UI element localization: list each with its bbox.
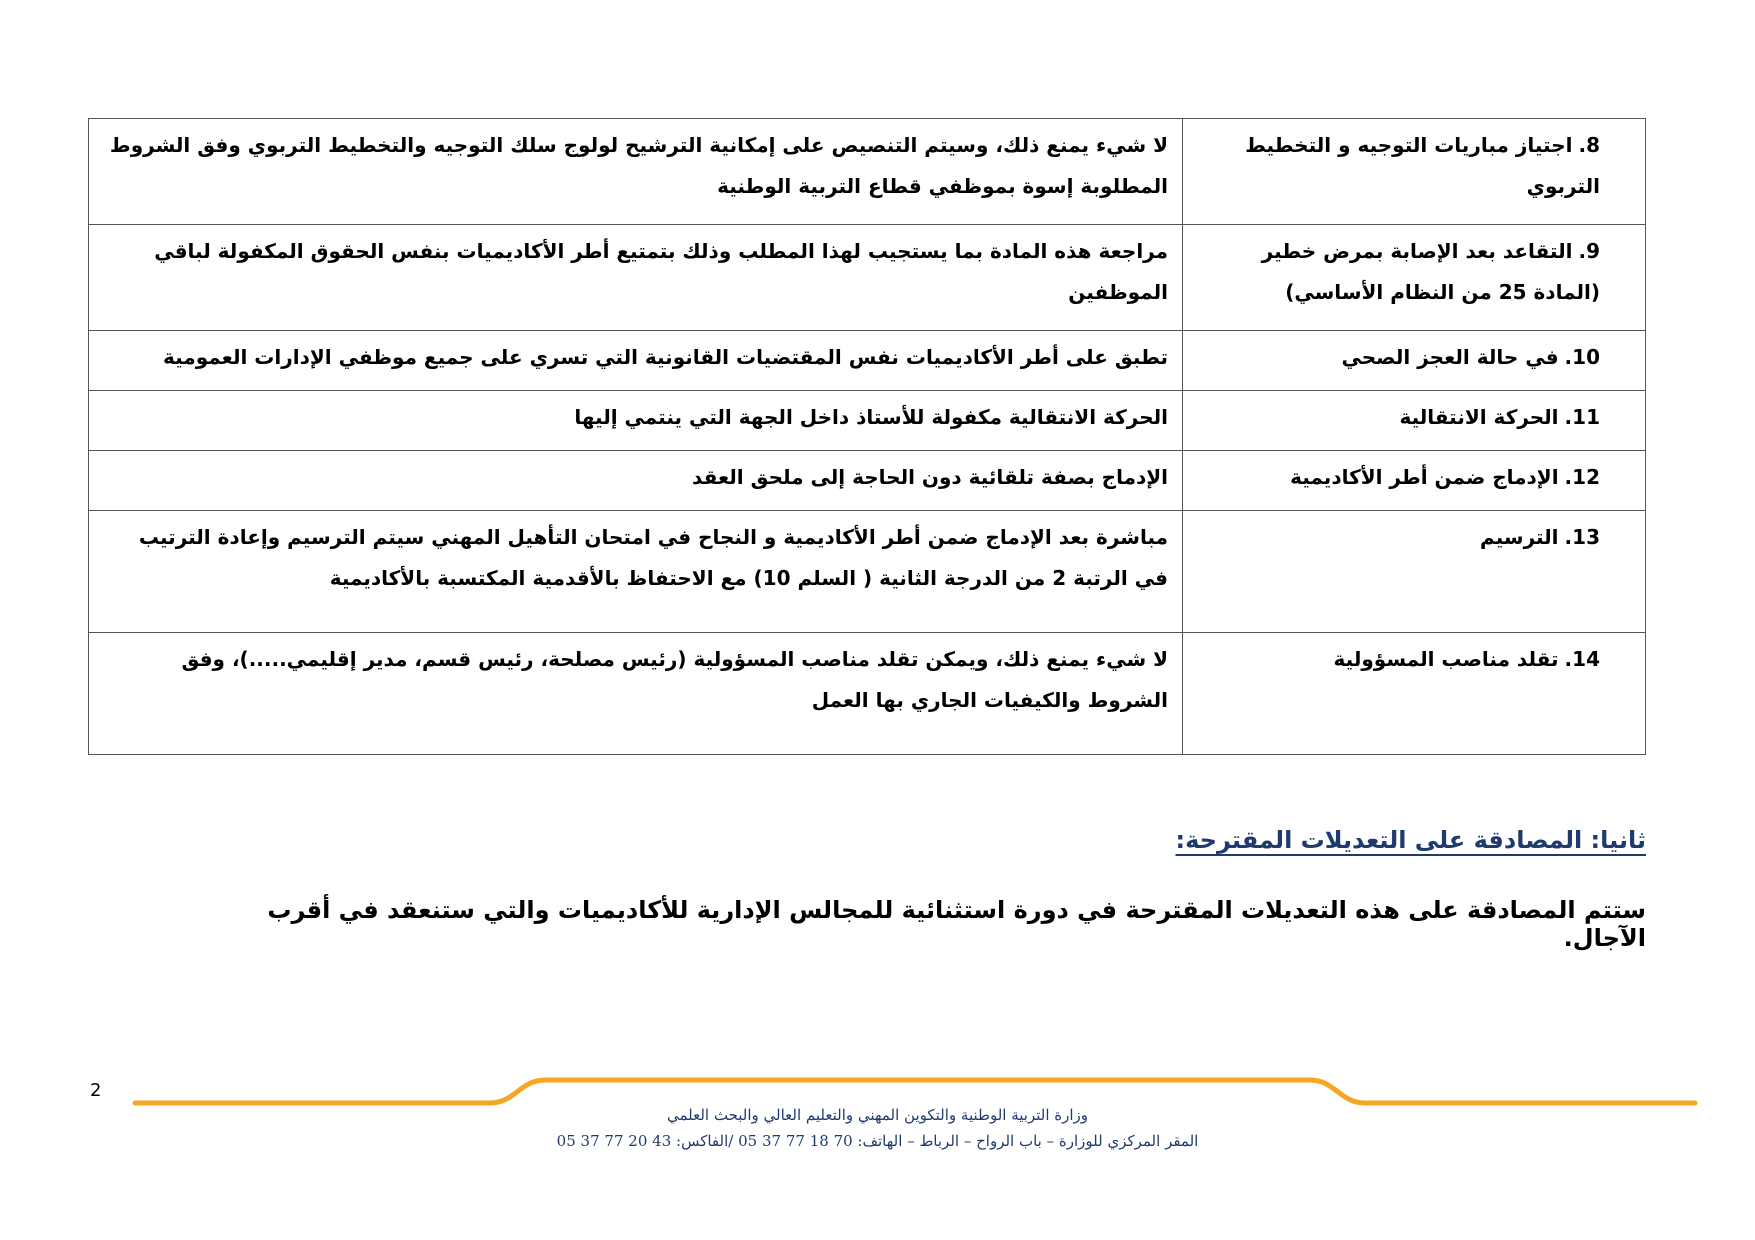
row-number: 14. (1564, 647, 1600, 671)
topic-cell (1183, 119, 1646, 225)
table-row (89, 511, 1646, 633)
response-cell: لا شيء يمنع ذلك، ويمكن تقلد مناصب المسؤولية (رئيس مصلحة، رئيس قسم، مدير إقليمي.....)، وفق الشروط والكيفيات الجاري بها العمل (89, 633, 1183, 755)
footer-ministry-name: وزارة التربية الوطنية والتكوين المهني والتعليم العالي والبحث العلمي (666, 1106, 1089, 1124)
section-paragraph: ستتم المصادقة على هذه التعديلات المقترحة في دورة استثنائية للمجالس الإدارية للأكاديميات والتي ستنعقد في أقرب الآجال. (267, 896, 1646, 952)
section-title: ثانيا: المصادقة على التعديلات المقترحة: (1175, 826, 1646, 854)
topic-text: الحركة الانتقالية (1399, 405, 1559, 429)
table-row (89, 391, 1646, 451)
table-row (89, 633, 1646, 755)
row-number: 8. (1578, 133, 1600, 157)
row-number: 11. (1564, 405, 1600, 429)
topic-text: اجتياز مباريات التوجيه و التخطيط التربوي (1245, 133, 1600, 198)
table-row (89, 225, 1646, 331)
response-cell: مباشرة بعد الإدماج ضمن أطر الأكاديمية و النجاح في امتحان التأهيل المهني سيتم الترسيم وإعادة الترتيب في الرتبة 2 من الدرجة الثانية ( السلم 10) مع الاحتفاظ بالأقدمية المكتسبة بالأكاديمية (89, 511, 1183, 633)
demands-table (88, 118, 1646, 755)
response-cell: الإدماج بصفة تلقائية دون الحاجة إلى ملحق العقد (89, 451, 1183, 511)
response-cell: الحركة الانتقالية مكفولة للأستاذ داخل الجهة التي ينتمي إليها (89, 391, 1183, 451)
topic-cell (1183, 331, 1646, 391)
page-number: 2 (90, 1080, 102, 1101)
topic-text: الإدماج ضمن أطر الأكاديمية (1290, 465, 1559, 489)
response-cell: تطبق على أطر الأكاديميات نفس المقتضيات القانونية التي تسري على جميع موظفي الإدارات العمومية (89, 331, 1183, 391)
response-cell: مراجعة هذه المادة بما يستجيب لهذا المطلب وذلك بتمتيع أطر الأكاديميات بنفس الحقوق المكفولة لباقي الموظفين (89, 225, 1183, 331)
table-row (89, 451, 1646, 511)
topic-cell (1183, 225, 1646, 331)
response-cell: لا شيء يمنع ذلك، وسيتم التنصيص على إمكانية الترشيح لولوج سلك التوجيه والتخطيط التربوي وفق الشروط المطلوبة إسوة بموظفي قطاع التربية الوطنية (89, 119, 1183, 225)
row-number: 13. (1564, 525, 1600, 549)
topic-text: تقلد مناصب المسؤولية (1333, 647, 1559, 671)
footer-line-path (135, 1080, 1695, 1103)
row-number: 10. (1564, 345, 1600, 369)
topic-text: الترسيم (1480, 525, 1559, 549)
topic-text: في حالة العجز الصحي (1341, 345, 1559, 369)
topic-cell (1183, 391, 1646, 451)
footer-address: المقر المركزي للوزارة – باب الرواح – الرباط – الهاتف: 70 18 77 37 05 /الفاكس: 43 20 77 37 05 (556, 1132, 1199, 1150)
topic-cell (1183, 633, 1646, 755)
topic-cell (1183, 511, 1646, 633)
topic-cell (1183, 451, 1646, 511)
table-row (89, 119, 1646, 225)
row-number: 9. (1578, 239, 1600, 263)
row-number: 12. (1564, 465, 1600, 489)
table-row (89, 331, 1646, 391)
table-body (89, 119, 1646, 755)
topic-text: التقاعد بعد الإصابة بمرض خطير (المادة 25 من النظام الأساسي) (1261, 239, 1600, 304)
footer-decorative-line (130, 1070, 1700, 1110)
